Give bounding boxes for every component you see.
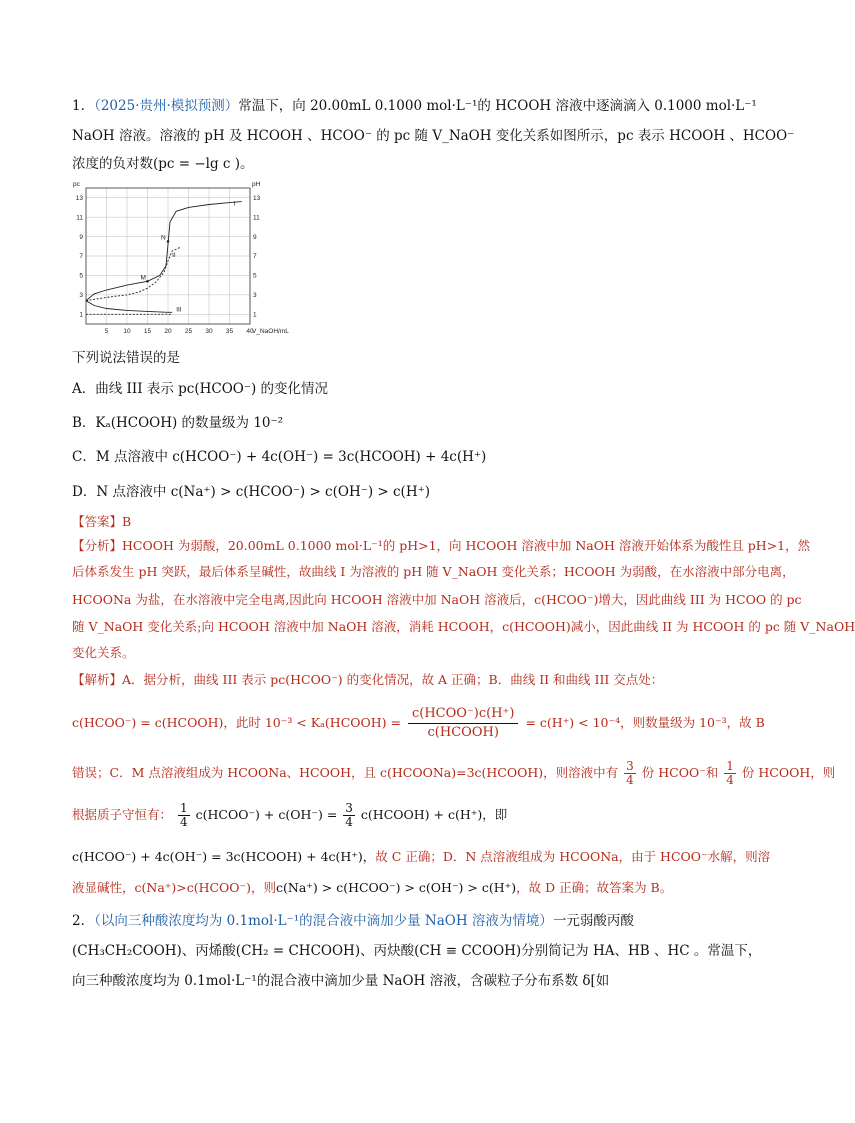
y-left-axis-label: pc [73, 181, 80, 188]
fraction-one-quarter-2 [178, 802, 190, 829]
y-left-tick-label: 1 [79, 311, 83, 319]
y-right-tick-label: 11 [253, 214, 260, 222]
q1-analysis-line-1 [72, 536, 811, 556]
ka-fraction-denominator: c(HCOOH) [427, 725, 499, 740]
titration-chart-svg [72, 178, 292, 342]
curve-label-I: I [233, 200, 236, 208]
titration-chart [72, 178, 292, 342]
solution-text-3a: 错误；C．M 点溶液组成为 HCOONa、HCOOH，且 c(HCOONa)=3c(HCOOH)，则溶液中有 [72, 765, 619, 780]
solution-text-6b: c(Na⁺) > c(HCOO⁻) > c(OH⁻) > c(H⁺) [276, 880, 517, 895]
answer-value: B [122, 514, 132, 529]
frac-num: 1 [180, 801, 188, 815]
solution-eq-left: c(HCOO⁻) = c(HCOOH)，此时 10⁻³ < Kₐ(HCOOH) = [72, 715, 401, 730]
q2-source: （以向三种酸浓度均为 0.1mol·L⁻¹的混合液中滴加少量 NaOH 溶液为情境） [94, 913, 553, 929]
point-marker-N [167, 240, 170, 243]
y-right-tick-label: 9 [253, 233, 257, 241]
x-tick-label: 25 [184, 328, 193, 335]
solution-text-6c: ，故 D 正确；故答案为 B。 [516, 880, 673, 895]
frac-num: 3 [626, 759, 634, 773]
series-line-II [86, 247, 180, 300]
q1-analysis-line-4: 随 V_NaOH 变化关系;向 HCOOH 溶液中加 NaOH 溶液，消耗 HCOOH，c(HCOOH)减小，因此曲线 II 为 HCOOH 的 pc 随 V_NaOH [72, 619, 855, 634]
q2-stem-text-1: 一元弱酸丙酸 [552, 913, 634, 929]
answer-tag: 【答案】 [72, 514, 123, 529]
y-left-tick-label: 13 [75, 194, 83, 202]
q1-solution-line-2 [72, 703, 765, 743]
solution-text-4b: c(HCOO⁻) + c(OH⁻) = [195, 807, 338, 822]
x-axis-label: V_NaOH/mL [252, 328, 289, 335]
q1-answer [72, 512, 724, 532]
q1-number: 1． [72, 98, 95, 114]
q1-analysis-line-5: 变化关系。 [72, 645, 135, 660]
q1-option-d: D．N 点溶液中 c(Na⁺) > c(HCOO⁻) > c(OH⁻) > c(H⁺) [72, 484, 430, 500]
solution-text-3b: 份 HCOO⁻和 [641, 765, 719, 780]
frac-num: 3 [345, 801, 353, 815]
y-left-tick-label: 3 [79, 292, 83, 300]
q1-stem-text-1: 常温下，向 20.00mL 0.1000 mol·L⁻¹的 HCOOH 溶液中逐滴滴入 0.1000 mol·L⁻¹ [238, 98, 757, 114]
y-right-tick-label: 1 [253, 311, 257, 319]
analysis-tag: 【分析】 [72, 538, 123, 553]
y-right-tick-label: 5 [253, 272, 257, 280]
x-tick-label: 40 [246, 328, 254, 335]
series-line-I [86, 202, 242, 301]
q1-analysis-line-3: HCOONa 为盐，在水溶液中完全电离,因此向 HCOOH 溶液中加 NaOH 溶液后，c(HCOO⁻)增大，因此曲线 III 为 HCOO 的 pc [72, 592, 802, 607]
point-label-N: N [161, 234, 166, 242]
y-right-tick-label: 13 [253, 194, 261, 202]
ka-fraction [408, 705, 519, 742]
frac-den: 4 [345, 815, 353, 829]
solution-text-5a: c(HCOO⁻) + 4c(OH⁻) = 3c(HCOOH) + 4c(H⁺)， [72, 849, 376, 864]
q2-stem-line-3: 向三种酸浓度均为 0.1mol·L⁻¹的混合液中滴加少量 NaOH 溶液，含碳粒子分布系数 δ[如 [72, 973, 610, 989]
solution-eq-right: = c(H⁺) < 10⁻⁴，则数量级为 10⁻³，故 B [525, 715, 765, 730]
curve-label-II: II [172, 251, 176, 259]
frac-den: 4 [626, 773, 634, 787]
x-tick-label: 5 [104, 328, 109, 335]
y-left-tick-label: 5 [79, 272, 83, 280]
point-label-M: M [140, 274, 146, 282]
y-left-tick-label: 7 [79, 253, 83, 261]
q2-stem-line-2: (CH₃CH₂COOH)、丙烯酸(CH₂ = CHCOOH)、丙炔酸(CH ≡ CCOOH)分别简记为 HA、HB 、HC 。常温下， [72, 943, 762, 959]
q1-solution-line-3 [72, 758, 836, 788]
x-tick-label: 20 [164, 328, 172, 335]
solution-text-4a: 根据质子守恒有： [72, 807, 173, 822]
q1-prompt: 下列说法错误的是 [72, 350, 180, 366]
fraction-three-quarters-2 [343, 802, 355, 829]
q1-stem-line-3: 浓度的负对数(pc = −lg c )。 [72, 156, 254, 172]
frac-den: 4 [726, 773, 734, 787]
q2-number: 2． [72, 913, 95, 929]
point-marker-M [146, 280, 149, 283]
q1-solution-line-6 [72, 878, 724, 898]
q1-solution-line-5 [72, 847, 771, 867]
curve-label-III: III [176, 306, 182, 314]
q1-solution-line-1 [72, 670, 724, 690]
q1-source: （2025·贵州·模拟预测） [94, 98, 239, 114]
series-line-III [86, 301, 172, 313]
fraction-one-quarter [724, 760, 736, 787]
solution-text-5b: 故 C 正确；D．N 点溶液组成为 HCOONa，由于 HCOO⁻水解，则溶 [375, 849, 771, 864]
fraction-three-quarters [624, 760, 636, 787]
x-tick-label: 30 [205, 328, 213, 335]
solution-text-6a: 液显碱性，c(Na⁺)>c(HCOO⁻)，则 [72, 880, 277, 895]
ka-fraction-numerator: c(HCOO⁻)c(H⁺) [408, 705, 519, 724]
x-tick-label: 15 [143, 328, 152, 335]
q1-option-b: B．Kₐ(HCOOH) 的数量级为 10⁻² [72, 415, 284, 431]
y-left-tick-label: 9 [79, 233, 83, 241]
q1-analysis-line-2: 后体系发生 pH 突跃，最后体系呈碱性，故曲线 I 为溶液的 pH 随 V_NaOH 变化关系；HCOOH 为弱酸，在水溶液中部分电离， [72, 564, 795, 579]
solution-text-4c: c(HCOOH) + c(H⁺)，即 [360, 807, 508, 822]
y-right-tick-label: 3 [253, 292, 257, 300]
solution-text-3c: 份 HCOOH，则 [741, 765, 836, 780]
q1-solution-line-4 [72, 800, 724, 830]
q2-stem-line-1 [72, 911, 724, 931]
solution-text-1: A．据分析，曲线 III 表示 pc(HCOO⁻) 的变化情况，故 A 正确；B．曲线 II 和曲线 III 交点处： [122, 672, 664, 687]
analysis-text-1: HCOOH 为弱酸，20.00mL 0.1000 mol·L⁻¹的 pH>1，向 HCOOH 溶液中加 NaOH 溶液开始体系为酸性且 pH>1，然 [122, 538, 811, 553]
q1-option-a: A．曲线 III 表示 pc(HCOO⁻) 的变化情况 [72, 381, 329, 397]
x-tick-label: 10 [123, 328, 131, 335]
solution-tag: 【解析】 [72, 672, 123, 687]
q1-option-c: C．M 点溶液中 c(HCOO⁻) + 4c(OH⁻) = 3c(HCOOH) + 4c(H⁺) [72, 449, 487, 465]
y-right-axis-label: pH [252, 181, 261, 188]
q1-stem-line-2: NaOH 溶液。溶液的 pH 及 HCOOH 、HCOO⁻ 的 pc 随 V_NaOH 变化关系如图所示，pc 表示 HCOOH 、HCOO⁻ [72, 128, 795, 144]
y-left-tick-label: 11 [76, 214, 83, 222]
y-right-tick-label: 7 [253, 253, 257, 261]
x-tick-label: 35 [225, 328, 234, 335]
frac-den: 4 [180, 815, 188, 829]
frac-num: 1 [726, 759, 734, 773]
q1-stem-line-1 [72, 96, 757, 116]
